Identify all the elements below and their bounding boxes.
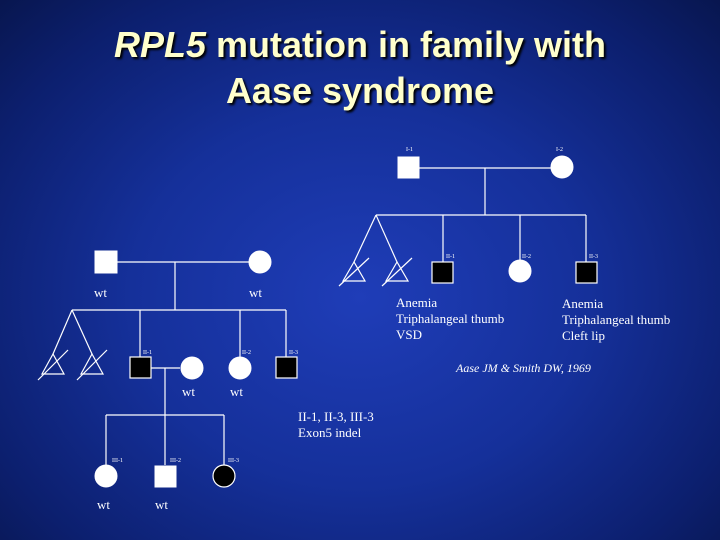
genotype-label: wt — [249, 285, 262, 300]
id-label: II-2 — [522, 254, 531, 260]
female-affected-iii3 — [213, 465, 235, 487]
title-line1: mutation in family with — [206, 24, 607, 65]
male-unaffected-iii2 — [155, 466, 176, 487]
mutation-note: II-1, II-3, III-3 Exon5 indel — [298, 409, 374, 440]
gene-name: RPL5 — [113, 24, 206, 65]
male-affected-ii3-f2 — [276, 357, 297, 378]
male-affected-ii1-f1 — [432, 262, 453, 283]
female-unaffected-ii2-f2 — [229, 357, 251, 379]
id-label: III-3 — [228, 458, 239, 464]
genotype-label: wt — [94, 285, 107, 300]
title-line2: Aase syndrome — [225, 70, 495, 111]
id-label: III-2 — [170, 458, 181, 464]
male-unaffected-i1-f2 — [95, 251, 117, 273]
twin-line-right-f2 — [72, 310, 92, 354]
twin-line-left-f2 — [53, 310, 72, 354]
id-label: III-1 — [112, 458, 123, 464]
id-label: I-1 — [406, 147, 413, 153]
id-label: I-2 — [556, 147, 563, 153]
genotype-label: wt — [182, 384, 195, 399]
female-unaffected-spouse — [181, 357, 203, 379]
id-label: II-1 — [143, 350, 152, 356]
male-unaffected-i1 — [398, 157, 419, 178]
female-unaffected-i2 — [551, 156, 573, 178]
phenotype-ii3-f1: Anemia Triphalangeal thumb Cleft lip — [562, 296, 671, 343]
id-label: II-3 — [289, 350, 298, 356]
male-affected-ii3-f1 — [576, 262, 597, 283]
id-label: II-1 — [446, 254, 455, 260]
genotype-label: wt — [155, 497, 168, 512]
twin-line-left-f1 — [354, 215, 376, 262]
twin-line-right-f1 — [376, 215, 397, 262]
citation: Aase JM & Smith DW, 1969 — [456, 361, 591, 375]
genotype-label: wt — [97, 497, 110, 512]
id-label: II-2 — [242, 350, 251, 356]
genotype-label: wt — [230, 384, 243, 399]
female-unaffected-iii1 — [95, 465, 117, 487]
female-unaffected-i2-f2 — [249, 251, 271, 273]
male-affected-ii1-f2 — [130, 357, 151, 378]
female-unaffected-ii2-f1 — [509, 260, 531, 282]
phenotype-ii1-f1: Anemia Triphalangeal thumb VSD — [396, 295, 505, 342]
id-label: II-3 — [589, 254, 598, 260]
